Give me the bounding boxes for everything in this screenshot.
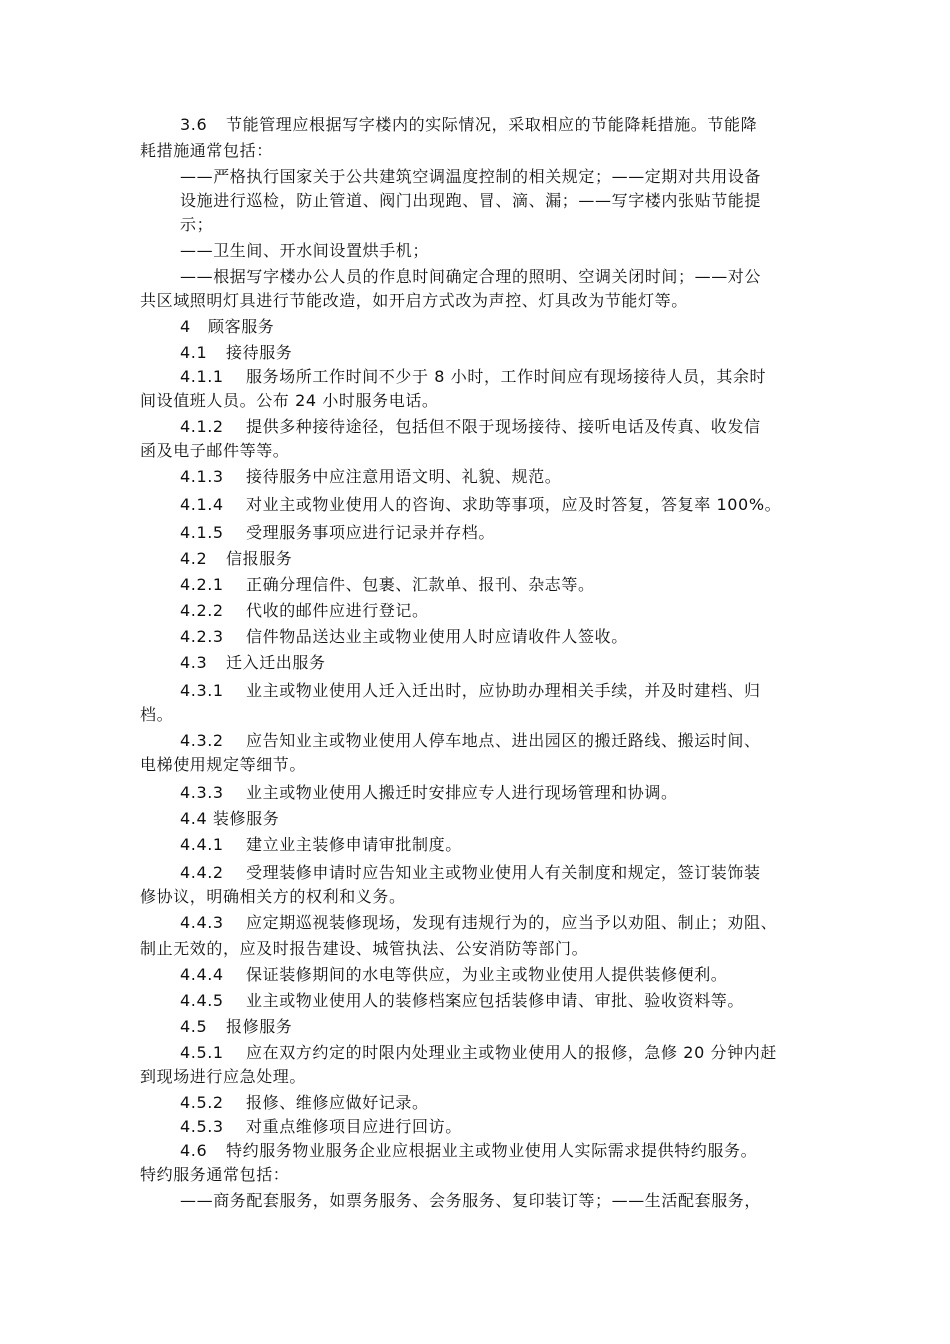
- clause-number: 4.4.5: [180, 991, 224, 1010]
- clause-number: 4.1.2: [180, 417, 224, 436]
- text-line: 间设值班人员。公布 24 小时服务电话。: [140, 391, 439, 410]
- clause-number: 4.4.1: [180, 835, 224, 854]
- text-line: 修协议，明确相关方的权利和义务。: [140, 887, 406, 906]
- clause-number: 4.4.3: [180, 913, 224, 932]
- clause-text: 报修、维修应做好记录。: [246, 1093, 429, 1112]
- clause-4-4-4: [180, 964, 727, 986]
- clause-4-3-2: [180, 730, 761, 752]
- clause-number: 4.2: [180, 549, 208, 568]
- clause-number: 3.6: [180, 115, 208, 134]
- clause-text: 对重点维修项目应进行回访。: [246, 1117, 462, 1136]
- clause-4-4-5: [180, 990, 744, 1012]
- clause-4-1-2: [180, 416, 761, 438]
- section-4-2-heading: [180, 548, 292, 570]
- text-line: 设施进行巡检，防止管道、阀门出现跑、冒、滴、漏；——写字楼内张贴节能提: [180, 191, 762, 210]
- text-line: 制止无效的，应及时报告建设、城管执法、公安消防等部门。: [140, 939, 589, 958]
- clause-text: 对业主或物业使用人的咨询、求助等事项，应及时答复，答复率 100%。: [246, 495, 782, 514]
- clause-4-1-4: [180, 494, 781, 516]
- clause-text: 业主或物业使用人的装修档案应包括装修申请、审批、验收资料等。: [246, 991, 745, 1010]
- section-4-5-heading: [180, 1016, 292, 1038]
- clause-number: 4.3.1: [180, 681, 224, 700]
- clause-number: 4.3.3: [180, 783, 224, 802]
- list-item: ——根据写字楼办公人员的作息时间确定合理的照明、空调关闭时间；——对公: [180, 267, 762, 286]
- clause-number: 4.5.3: [180, 1117, 224, 1136]
- text-line: 示；: [180, 215, 214, 234]
- clause-4-5-3: [180, 1116, 462, 1138]
- clause-text: 接待服务中应注意用语文明、礼貌、规范。: [246, 467, 562, 486]
- clause-text: 正确分理信件、包裹、汇款单、报刊、杂志等。: [246, 575, 595, 594]
- clause-text: 应定期巡视装修现场，发现有违规行为的，应当予以劝阻、制止；劝阻、: [246, 913, 778, 932]
- clause-4-2-1: [180, 574, 595, 596]
- section-4-1-heading: [180, 342, 292, 364]
- text-line: 到现场进行应急处理。: [140, 1067, 307, 1086]
- text-line: 共区域照明灯具进行节能改造，如开启方式改为声控、灯具改为节能灯等。: [140, 291, 688, 310]
- clause-text: 服务场所工作时间不少于 8 小时，工作时间应有现场接待人员，其余时: [246, 367, 767, 386]
- clause-number: 4.5: [180, 1017, 208, 1036]
- clause-number: 4.4.4: [180, 965, 224, 984]
- clause-4-3-3: [180, 782, 678, 804]
- clause-text: 代收的邮件应进行登记。: [246, 601, 429, 620]
- section-4-3-heading: [180, 652, 326, 674]
- list-item: ——商务配套服务，如票务服务、会务服务、复印装订等；——生活配套服务，: [180, 1191, 762, 1210]
- clause-number: 4.2.1: [180, 575, 224, 594]
- clause-text: 业主或物业使用人搬迁时安排应专人进行现场管理和协调。: [246, 783, 678, 802]
- clause-4-2-3: [180, 626, 628, 648]
- clause-3-6: [180, 114, 757, 136]
- list-item: ——严格执行国家关于公共建筑空调温度控制的相关规定；——定期对共用设备: [180, 167, 762, 186]
- clause-text: 迁入迁出服务: [226, 653, 326, 672]
- clause-number: 4: [180, 317, 191, 336]
- clause-text: 应在双方约定的时限内处理业主或物业使用人的报修，急修 20 分钟内赶: [246, 1043, 777, 1062]
- clause-text: 信报服务: [226, 549, 293, 568]
- clause-4-5-1: [180, 1042, 777, 1064]
- clause-text: 业主或物业使用人迁入迁出时，应协助办理相关手续，并及时建档、归: [246, 681, 761, 700]
- clause-number: 4.1.1: [180, 367, 224, 386]
- clause-4-4-3: [180, 912, 777, 934]
- clause-text: 报修服务: [226, 1017, 293, 1036]
- clause-text: 提供多种接待途径，包括但不限于现场接待、接听电话及传真、收发信: [246, 417, 761, 436]
- clause-text: 受理服务事项应进行记录并存档。: [246, 523, 496, 542]
- clause-4-2-2: [180, 600, 429, 622]
- clause-text: 应告知业主或物业使用人停车地点、进出园区的搬迁路线、搬运时间、: [246, 731, 761, 750]
- clause-4-5-2: [180, 1092, 429, 1114]
- clause-text: 建立业主装修申请审批制度。: [246, 835, 462, 854]
- clause-number: 4.1.4: [180, 495, 224, 514]
- clause-number: 4.1: [180, 343, 208, 362]
- text-line: 耗措施通常包括：: [140, 141, 273, 160]
- clause-4-1-1: [180, 366, 766, 388]
- clause-number: 4.1.5: [180, 523, 224, 542]
- text-line: 函及电子邮件等等。: [140, 441, 290, 460]
- clause-text: 顾客服务: [208, 317, 275, 336]
- clause-text: 节能管理应根据写字楼内的实际情况，采取相应的节能降耗措施。节能降: [226, 115, 758, 134]
- clause-number: 4.5.2: [180, 1093, 224, 1112]
- clause-4-1-3: [180, 466, 561, 488]
- clause-text: 特约服务物业服务企业应根据业主或物业使用人实际需求提供特约服务。: [226, 1141, 758, 1160]
- section-4-heading: [180, 316, 274, 338]
- clause-text: 保证装修期间的水电等供应，为业主或物业使用人提供装修便利。: [246, 965, 728, 984]
- text-line: 电梯使用规定等细节。: [140, 755, 307, 774]
- clause-number: 4.5.1: [180, 1043, 224, 1062]
- text-line: 特约服务通常包括：: [140, 1165, 290, 1184]
- clause-number: 4.2.2: [180, 601, 224, 620]
- clause-4-6: [180, 1140, 757, 1162]
- clause-number: 4.6: [180, 1141, 208, 1160]
- clause-4-1-5: [180, 522, 495, 544]
- clause-number: 4.1.3: [180, 467, 224, 486]
- clause-4-3-1: [180, 680, 761, 702]
- text-line: 档。: [140, 705, 174, 724]
- clause-number: 4.2.3: [180, 627, 224, 646]
- list-item: ——卫生间、开水间设置烘手机；: [180, 241, 430, 260]
- section-4-4-heading: 4.4 装修服务: [180, 809, 280, 828]
- clause-text: 受理装修申请时应告知业主或物业使用人有关制度和规定，签订装饰装: [246, 863, 761, 882]
- clause-text: 信件物品送达业主或物业使用人时应请收件人签收。: [246, 627, 628, 646]
- clause-number: 4.3: [180, 653, 208, 672]
- clause-number: 4.3.2: [180, 731, 224, 750]
- clause-number: 4.4.2: [180, 863, 224, 882]
- clause-4-4-2: [180, 862, 761, 884]
- clause-4-4-1: [180, 834, 462, 856]
- clause-text: 接待服务: [226, 343, 293, 362]
